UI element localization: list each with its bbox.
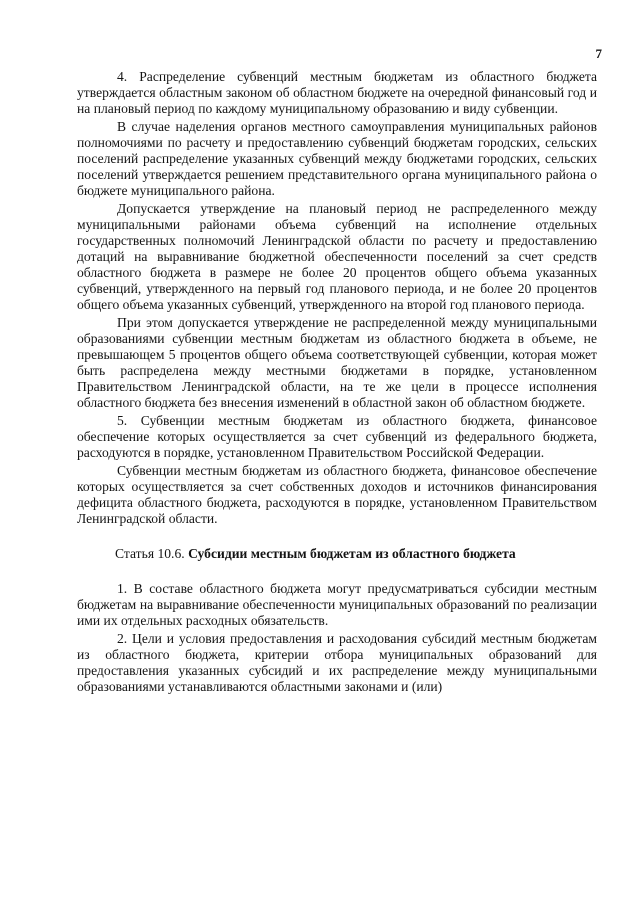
- article-title: Субсидии местным бюджетам из областного бюджета: [188, 546, 516, 562]
- paragraph: 5. Субвенции местным бюджетам из областного бюджета, финансовое обеспечение которых осуществляется за счет субвенций из федерального бюджета, расходуются в порядке, установленном Правительством Российской Федерации.: [77, 412, 597, 461]
- paragraph: 4. Распределение субвенций местным бюджетам из областного бюджета утверждается областным законом об областном бюджете на очередной финансовый год и на плановый период по каждому муниципальному образованию и виду субвенции.: [77, 69, 597, 117]
- paragraph: Допускается утверждение на плановый период не распределенного между муниципальными районами объема субвенций на исполнение отдельных государственных полномочий Ленинградской области по расчету и предоставлению дотаций на выравнивание бюджетной обеспеченности поселений за счет средств областного бюджета в размере не более 20 процентов общего объема указанных субвенций, утвержденного на первый год планового периода, и не более 20 процентов общего объема указанных субвенций, утвержденного на второй год планового периода.: [77, 200, 597, 313]
- document-body: [77, 69, 597, 697]
- article-heading: [77, 546, 597, 562]
- paragraph: 1. В составе областного бюджета могут предусматриваться субсидии местным бюджетам на выравнивание обеспеченности муниципальных образований по реализации ими их отдельных расходных обязательств.: [77, 581, 597, 629]
- paragraph: Субвенции местным бюджетам из областного бюджета, финансовое обеспечение которых осуществляется за счет собственных доходов и источников финансирования дефицита областного бюджета, расходуются в порядке, установленном Правительством Ленинградской области.: [77, 462, 597, 527]
- paragraph: 2. Цели и условия предоставления и расходования субсидий местным бюджетам из областного бюджета, критерии отбора муниципальных образований для предоставления указанных субсидий и их распределение между муниципальными образованиями устанавливаются областными законами и (или): [77, 631, 597, 695]
- paragraph: В случае наделения органов местного самоуправления муниципальных районов полномочиями по расчету и предоставлению субвенций бюджетам городских, сельских поселений распределение указанных субвенций между бюджетами городских, сельских поселений утверждается решением представительного органа муниципального района о бюджете муниципального района.: [77, 118, 597, 199]
- page-number: 7: [595, 46, 602, 61]
- paragraph: При этом допускается утверждение не распределенной между муниципальными образованиями субвенции местным бюджетам из областного бюджета в объеме, не превышающем 5 процентов общего объема соответствующей субвенции, которая может быть распределена между местными бюджетами в порядке, установленном Правительством Ленинградской области, на те же цели в процессе исполнения областного бюджета без внесения изменений в областной закон об областном бюджете.: [77, 314, 597, 411]
- article-number: Статья 10.6.: [115, 546, 189, 562]
